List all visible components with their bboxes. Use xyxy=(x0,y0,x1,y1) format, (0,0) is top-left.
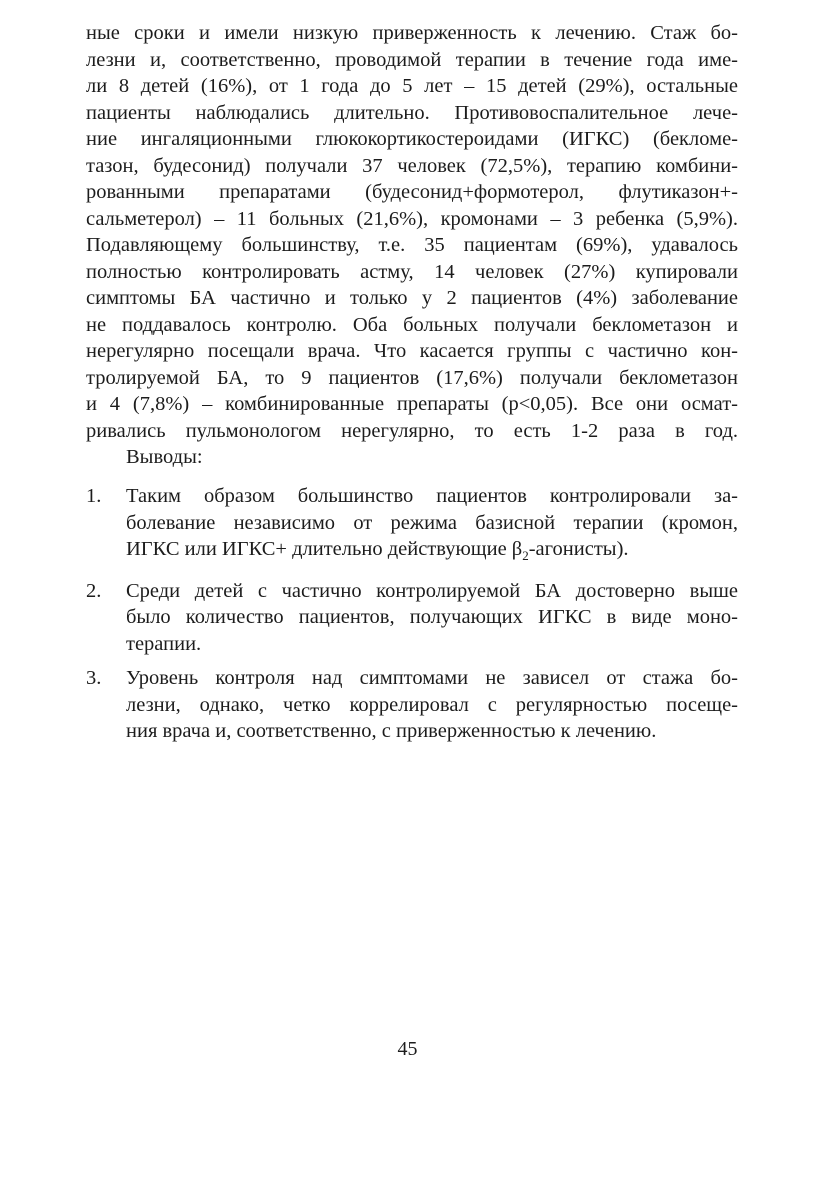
page-number: 45 xyxy=(397,1038,418,1060)
body-line: ние ингаляционными глюкокортикостероидами (ИГКС) (бекломе- xyxy=(86,128,738,150)
body-line: Подавляющему большинству, т.е. 35 пациентам (69%), удавалось xyxy=(86,234,738,256)
list-item-number: 1. xyxy=(86,485,102,507)
body-line: полностью контролировать астму, 14 человек (27%) купировали xyxy=(86,260,738,283)
body-line: пациенты наблюдались длительно. Противовоспалительное лече- xyxy=(86,101,738,124)
list-item xyxy=(86,665,738,745)
list-item-number: 2. xyxy=(86,579,102,602)
body-line: тролируемой БА, то 9 пациентов (17,6%) получали беклометазон xyxy=(86,366,738,389)
list-item xyxy=(86,578,738,658)
body-line: нерегулярно посещали врача. Что касается группы с частично кон- xyxy=(86,340,738,362)
list-item-number: 3. xyxy=(86,667,102,690)
body-text xyxy=(86,20,738,471)
conclusions-list xyxy=(86,483,738,753)
body-line: не поддавалось контролю. Оба больных получали беклометазон и xyxy=(86,313,738,336)
body-line: и 4 (7,8%) – комбинированные препараты (p<0,05). Все они осмат- xyxy=(86,393,738,415)
list-item-line: ния врача и, соответственно, с приверженностью к лечению. xyxy=(126,720,657,743)
body-line: ли 8 детей (16%), от 1 года до 5 лет – 15 детей (29%), остальные xyxy=(86,75,738,97)
list-item-line: болевание независимо от режима базисной терапии (кромон, xyxy=(126,511,738,534)
list-item-text: -агонисты). xyxy=(528,538,629,560)
body-line: тазон, будесонид) получали 37 человек (72,5%), терапию комбини- xyxy=(86,154,738,177)
list-item-line: Таким образом большинство пациентов контролировали за- xyxy=(126,485,738,507)
list-item-line xyxy=(126,536,738,570)
body-line: ные сроки и имели низкую приверженность к лечению. Стаж бо- xyxy=(86,22,738,44)
list-item-text: ИГКС или ИГКС+ длительно действующие β xyxy=(126,538,523,560)
body-line: лезни и, соответственно, проводимой терапии в течение года име- xyxy=(86,48,738,71)
beta-subscript: 2 xyxy=(522,548,529,564)
list-item-line: Уровень контроля над симптомами не зависел от стажа бо- xyxy=(126,667,738,690)
body-line: симптомы БА частично и только у 2 пациентов (4%) заболевание xyxy=(86,287,738,309)
list-item-line: терапии. xyxy=(126,632,202,655)
body-line: ривались пульмонологом нерегулярно, то есть 1-2 раза в год. xyxy=(86,419,738,442)
list-item xyxy=(86,483,738,570)
list-item-line: лезни, однако, четко коррелировал с регулярностью посеще- xyxy=(126,693,738,716)
body-line: сальметерол) – 11 больных (21,6%), кромонами – 3 ребенка (5,9%). xyxy=(86,207,738,230)
list-item-line: Среди детей с частично контролируемой БА достоверно выше xyxy=(126,579,738,602)
list-item-line: было количество пациентов, получающих ИГКС в виде моно- xyxy=(126,606,738,629)
body-line: рованными препаратами (будесонид+формотерол, флутиказон+- xyxy=(86,181,738,203)
conclusions-heading: Выводы: xyxy=(126,446,203,468)
